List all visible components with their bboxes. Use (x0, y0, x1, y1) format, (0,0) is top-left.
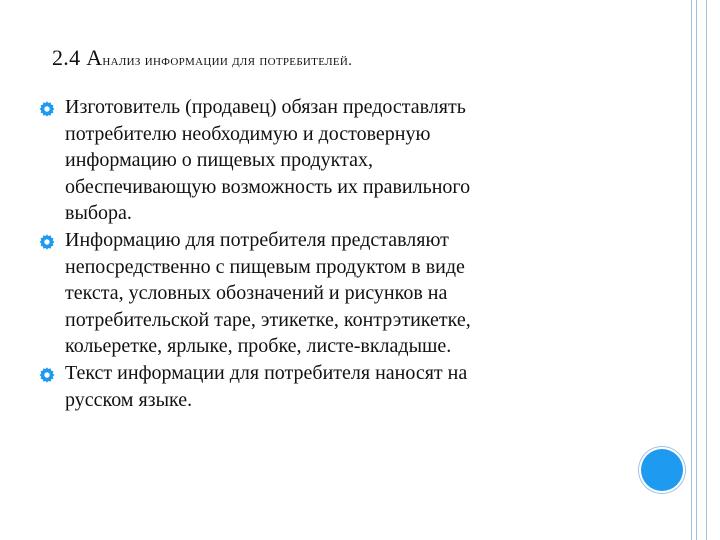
title-rest: нализ информации для потребителей. (102, 53, 353, 69)
bullet-line: Информацию для потребителя представляют (65, 228, 449, 251)
right-edge-line (691, 0, 692, 540)
bullet-line: выбора. (65, 202, 132, 225)
right-edge-line (706, 0, 707, 540)
bullet-line: Текст информации для потребителя наносят на (65, 361, 468, 384)
bullet-line: текста, условных обозначений и рисунков на (65, 282, 448, 305)
bullet-item (38, 360, 598, 413)
slide-title (52, 44, 652, 75)
bullet-line: обеспечивающую возможность их правильного (65, 175, 471, 198)
bullet-line: потребителю необходимую и достоверную (65, 122, 431, 145)
bullet-item (38, 94, 598, 227)
bullet-line: информацию о пищевых продуктах, (65, 149, 373, 172)
bullet-list (38, 94, 598, 413)
gear-bullet-icon (38, 100, 56, 118)
bullet-line: Изготовитель (продавец) обязан предоставлять (65, 96, 466, 118)
bullet-line: русском языке. (65, 388, 193, 411)
right-edge-line (696, 0, 697, 540)
gear-bullet-icon (38, 366, 56, 384)
blue-circle-decoration (641, 449, 683, 491)
bullet-line: кольеретке, ярлыке, пробке, листе-вкладыше. (65, 335, 452, 358)
title-prefix: 2.4 А (52, 45, 103, 70)
bullet-line: потребительской таре, этикетке, контрэтикетке, (65, 308, 471, 331)
gear-bullet-icon (38, 233, 56, 251)
bullet-item (38, 227, 598, 360)
bullet-line: непосредственно с пищевым продуктом в виде (65, 255, 465, 278)
